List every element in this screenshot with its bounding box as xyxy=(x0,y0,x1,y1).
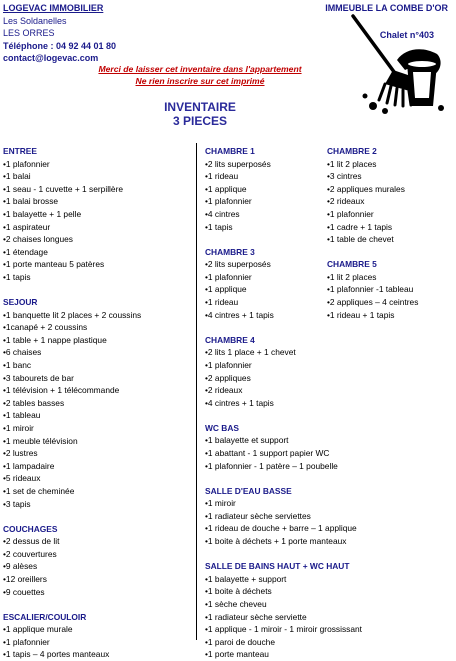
inventory-item: •1 paroi de douche xyxy=(205,636,275,647)
inventory-item: •1 plafonnier - 1 patère – 1 poubelle xyxy=(205,460,338,471)
column-divider xyxy=(196,143,197,640)
inventory-item: •12 oreillers xyxy=(3,574,47,584)
inventory-column-3 xyxy=(327,145,455,321)
inventory-item: •2 lustres xyxy=(3,448,38,459)
inventory-item: •1 applique murale xyxy=(3,624,73,635)
inventory-item: •1 applique xyxy=(205,183,247,194)
inventory-item: •2 chaises longues xyxy=(3,234,73,245)
section-heading: CHAMBRE 4 xyxy=(205,334,255,345)
inventory-item: •1 cadre + 1 tapis xyxy=(327,221,393,232)
inventory-item: •1 lit 2 places xyxy=(327,271,377,282)
inventory-item: •1 balayette et support xyxy=(205,435,289,446)
inventory-item: •2 appliques murales xyxy=(327,183,405,194)
section-heading: CHAMBRE 5 xyxy=(327,259,377,270)
section-heading: CHAMBRE 2 xyxy=(327,146,377,156)
broom-bucket-icon xyxy=(345,8,450,118)
inventory-item: •3 tapis xyxy=(3,498,31,509)
inventory-item: •1 radiateur sèche serviette xyxy=(205,611,307,622)
inventory-item: •1 boite à déchets + 1 porte manteaux xyxy=(205,536,347,547)
section-spacer xyxy=(3,284,193,297)
inventory-item: •1 lampadaire xyxy=(3,460,55,471)
notice-line-1: Merci de laisser cet inventaire dans l'appartement xyxy=(98,64,302,74)
company-name: LOGEVAC IMMOBILIER xyxy=(3,3,104,13)
inventory-item: •1 radiateur sèche serviettes xyxy=(205,510,311,521)
inventory-item: •3 cintres xyxy=(327,171,362,182)
inventory-item: •1 porte manteau xyxy=(205,649,269,660)
inventory-item: •2 lits 1 place + 1 chevet xyxy=(205,347,296,358)
inventory-item: •1 plafonnier xyxy=(205,359,252,370)
section-heading: COUCHAGES xyxy=(3,523,58,534)
inventory-item: •4 cintres + 1 tapis xyxy=(205,309,274,320)
inventory-item: •1 balai xyxy=(3,171,31,182)
inventory-item: •1 table de chevet xyxy=(327,234,394,245)
document-title xyxy=(0,100,400,128)
inventory-item: •1 plafonnier xyxy=(3,158,50,169)
section-spacer xyxy=(205,548,435,561)
inventory-item: •2 rideaux xyxy=(327,196,365,207)
inventory-item: •2 lits superposés xyxy=(205,259,271,270)
title-line-2: 3 PIECES xyxy=(172,114,228,128)
inventory-item: •1 meuble télévision xyxy=(3,435,78,446)
inventory-item: •1 rideau + 1 tapis xyxy=(327,309,395,320)
inventory-item: •1 porte manteau 5 patères xyxy=(3,259,105,270)
inventory-item: •5 rideaux xyxy=(3,473,41,484)
section-heading: SALLE DE BAINS HAUT + WC HAUT xyxy=(205,561,350,572)
inventory-item: •2 couvertures xyxy=(3,548,57,559)
inventory-item: •1 miroir xyxy=(205,498,236,509)
inventory-item: •1 balayette + 1 pelle xyxy=(3,208,82,219)
inventory-item: •2 rideaux xyxy=(205,385,243,396)
inventory-item: •1 plafonnier xyxy=(205,271,252,282)
inventory-item: •1 abattant - 1 support papier WC xyxy=(205,447,330,458)
agency-header xyxy=(3,2,116,65)
section-spacer xyxy=(205,472,435,485)
inventory-item: •9 alèses xyxy=(3,561,38,572)
inventory-item: •4 cintres xyxy=(205,208,240,219)
inventory-item: •1 banquette lit 2 places + 2 coussins xyxy=(3,309,142,320)
inventory-item: •1 seau - 1 cuvette + 1 serpillère xyxy=(3,183,124,194)
inventory-item: •1 tapis xyxy=(3,271,31,282)
inventory-item: •1 balai brosse xyxy=(3,196,59,207)
section-heading: ENTREE xyxy=(3,146,37,156)
inventory-item: •1 miroir xyxy=(3,422,34,433)
inventory-item: •6 chaises xyxy=(3,347,42,358)
inventory-column-1 xyxy=(3,145,193,661)
section-heading: SALLE D'EAU BASSE xyxy=(205,485,292,496)
section-spacer xyxy=(327,246,455,259)
inventory-item: •1 plafonnier xyxy=(327,208,374,219)
inventory-item: •1 tableau xyxy=(3,410,41,421)
inventory-item: •1 tapis – 4 portes manteaux xyxy=(3,649,110,660)
inventory-item: •1 table + 1 nappe plastique xyxy=(3,334,107,345)
inventory-item: •1 étendage xyxy=(3,246,48,257)
section-heading: CHAMBRE 1 xyxy=(205,146,255,156)
section-spacer xyxy=(205,321,435,334)
inventory-item: •1 tapis xyxy=(205,221,233,232)
email-address[interactable]: contact@logevac.com xyxy=(3,53,99,63)
section-spacer xyxy=(205,409,435,422)
inventory-item: •1 plafonnier xyxy=(3,636,50,647)
inventory-item: •1 rideau xyxy=(205,171,239,182)
notice-line-2: Ne rien inscrire sur cet imprimé xyxy=(135,75,265,86)
inventory-item: •4 cintres + 1 tapis xyxy=(205,397,274,408)
section-spacer xyxy=(3,510,193,523)
section-heading: SEJOUR xyxy=(3,297,38,308)
section-spacer xyxy=(3,598,193,611)
inventory-item: •1 banc xyxy=(3,360,32,370)
inventory-item: •1 sèche cheveu xyxy=(205,598,267,609)
notice-text xyxy=(0,64,400,87)
inventory-item: •1 aspirateur xyxy=(3,221,51,232)
inventory-item: •1 rideau xyxy=(205,297,239,308)
inventory-item: •1 applique xyxy=(205,284,247,295)
inventory-item: •1 plafonnier -1 tableau xyxy=(327,284,414,295)
inventory-item: •9 couettes xyxy=(3,586,45,597)
inventory-item: •1 applique - 1 miroir - 1 miroir grossissant xyxy=(205,624,362,635)
inventory-item: •1 rideau de douche + barre – 1 applique xyxy=(205,523,357,534)
inventory-item: •1 télévision + 1 télécommande xyxy=(3,385,120,396)
inventory-item: •2 appliques xyxy=(205,372,251,383)
inventory-item: •1 boite à déchets xyxy=(205,586,272,597)
title-line-1: INVENTAIRE xyxy=(164,100,236,114)
section-heading: ESCALIER/COULOIR xyxy=(3,611,87,622)
section-heading: CHAMBRE 3 xyxy=(205,246,255,257)
phone-number: Téléphone : 04 92 44 01 80 xyxy=(3,40,117,51)
inventory-item: •2 lits superposés xyxy=(205,158,271,169)
inventory-item: •1canapé + 2 coussins xyxy=(3,322,88,333)
inventory-item: •1 lit 2 places xyxy=(327,158,377,169)
address-line-1: Les Soldanelles xyxy=(3,15,67,26)
inventory-item: •2 appliques – 4 ceintres xyxy=(327,297,419,308)
inventory-item: •2 dessus de lit xyxy=(3,536,60,547)
chalet-number: Chalet n°403 xyxy=(379,29,434,40)
inventory-item: •3 tabourets de bar xyxy=(3,372,74,383)
inventory-item: •1 balayette + support xyxy=(205,573,287,584)
inventory-item: •1 set de cheminée xyxy=(3,485,75,496)
address-line-2: LES ORRES xyxy=(3,28,55,38)
section-heading: WC BAS xyxy=(205,422,239,433)
inventory-item: •1 plafonnier xyxy=(205,196,252,207)
inventory-item: •2 tables basses xyxy=(3,397,65,408)
building-name: IMMEUBLE LA COMBE D'OR xyxy=(325,3,448,13)
